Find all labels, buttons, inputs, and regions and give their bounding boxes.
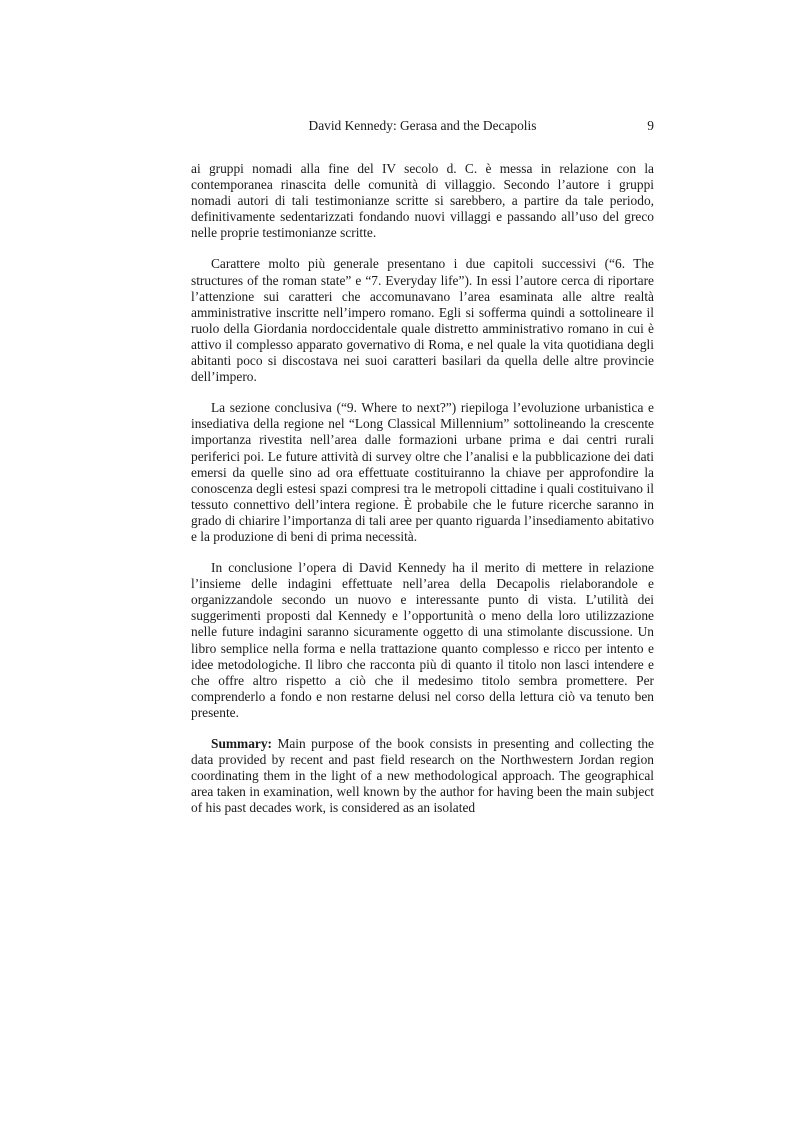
summary-text: Main purpose of the book consists in presenting and collecting the data provided by recent and past field research on the Northwestern Jordan region coordinating them in the light of a new methodological approach. The geographical area taken in examination, well known by the author for having been the main subject of his past decades work, is considered as an isolated — [191, 736, 654, 816]
summary-label: Summary: — [211, 736, 272, 751]
running-title: David Kennedy: Gerasa and the Decapolis — [308, 118, 537, 133]
running-header — [191, 118, 654, 134]
paragraph-continuation: ai gruppi nomadi alla fine del IV secolo d. C. è messa in relazione con la contemporanea rinascita delle comunità di villaggio. Secondo l’autore i gruppi nomadi autori di tali testimonianze scritte si sarebbero, a partire da tale periodo, definitivamente sedentarizzati fondando nuovi villaggi e passando all’uso del greco nelle proprie testimonianze scritte. — [191, 161, 654, 241]
paragraph-summary — [191, 736, 654, 816]
paragraph-conclusion: In conclusione l’opera di David Kennedy ha il merito di mettere in relazione l’insieme delle indagini effettuate nell’area della Decapolis rielaborandole e organizzandole secondo un nuovo e interessante punto di vista. L’utilità dei suggerimenti proposti dal Kennedy e l’opportunità o meno della loro utilizzazione nelle future indagini saranno sicuramente oggetto di una stimolante discussione. Un libro semplice nella forma e nella trattazione quanto complesso e ricco per intento e idee metodologiche. Il libro che racconta più di quanto il titolo non lasci intendere e che offre altro rispetto a ciò che il medesimo titolo sembra promettere. Per comprenderlo a fondo e non restarne delusi nel corso della lettura ciò va tenuto ben presente. — [191, 560, 654, 720]
page-number: 9 — [647, 118, 654, 133]
body-text — [191, 161, 654, 831]
paragraph-chapter-9: La sezione conclusiva (“9. Where to next?”) riepiloga l’evoluzione urbanistica e insediativa della regione nel “Long Classical Millennium” sottolineando la crescente importanza rivestita nell’area dalle formazioni urbane prima e dai centri rurali periferici poi. Le future attività di survey oltre che l’analisi e la pubblicazione dei dati emersi da quelle sino ad ora effettuate costituiranno la chiave per approfondire la conoscenza degli estesi spazi compresi tra le metropoli cittadine i quali costituivano il tessuto connettivo dell’intera regione. È probabile che le future ricerche saranno in grado di chiarire l’importanza di tali aree per quanto riguarda l’insediamento abitativo e la produzione di beni di prima necessità. — [191, 400, 654, 544]
paragraph-chapters-6-7: Carattere molto più generale presentano i due capitoli successivi (“6. The structures of the roman state” e “7. Everyday life”). In essi l’autore cerca di riportare l’attenzione sui caratteri che accomunavano l’area esaminata alle altre realtà amministrative inscritte nell’impero romano. Egli si sofferma quindi a sottolineare il ruolo della Giordania nordoccidentale quale distretto amministrativo romano in cui è attivo il complesso apparato governativo di Roma, e nel quale la vita quotidiana degli abitanti poco si discostava nei suoi caratteri basilari da quella delle altre provincie dell’impero. — [191, 256, 654, 385]
